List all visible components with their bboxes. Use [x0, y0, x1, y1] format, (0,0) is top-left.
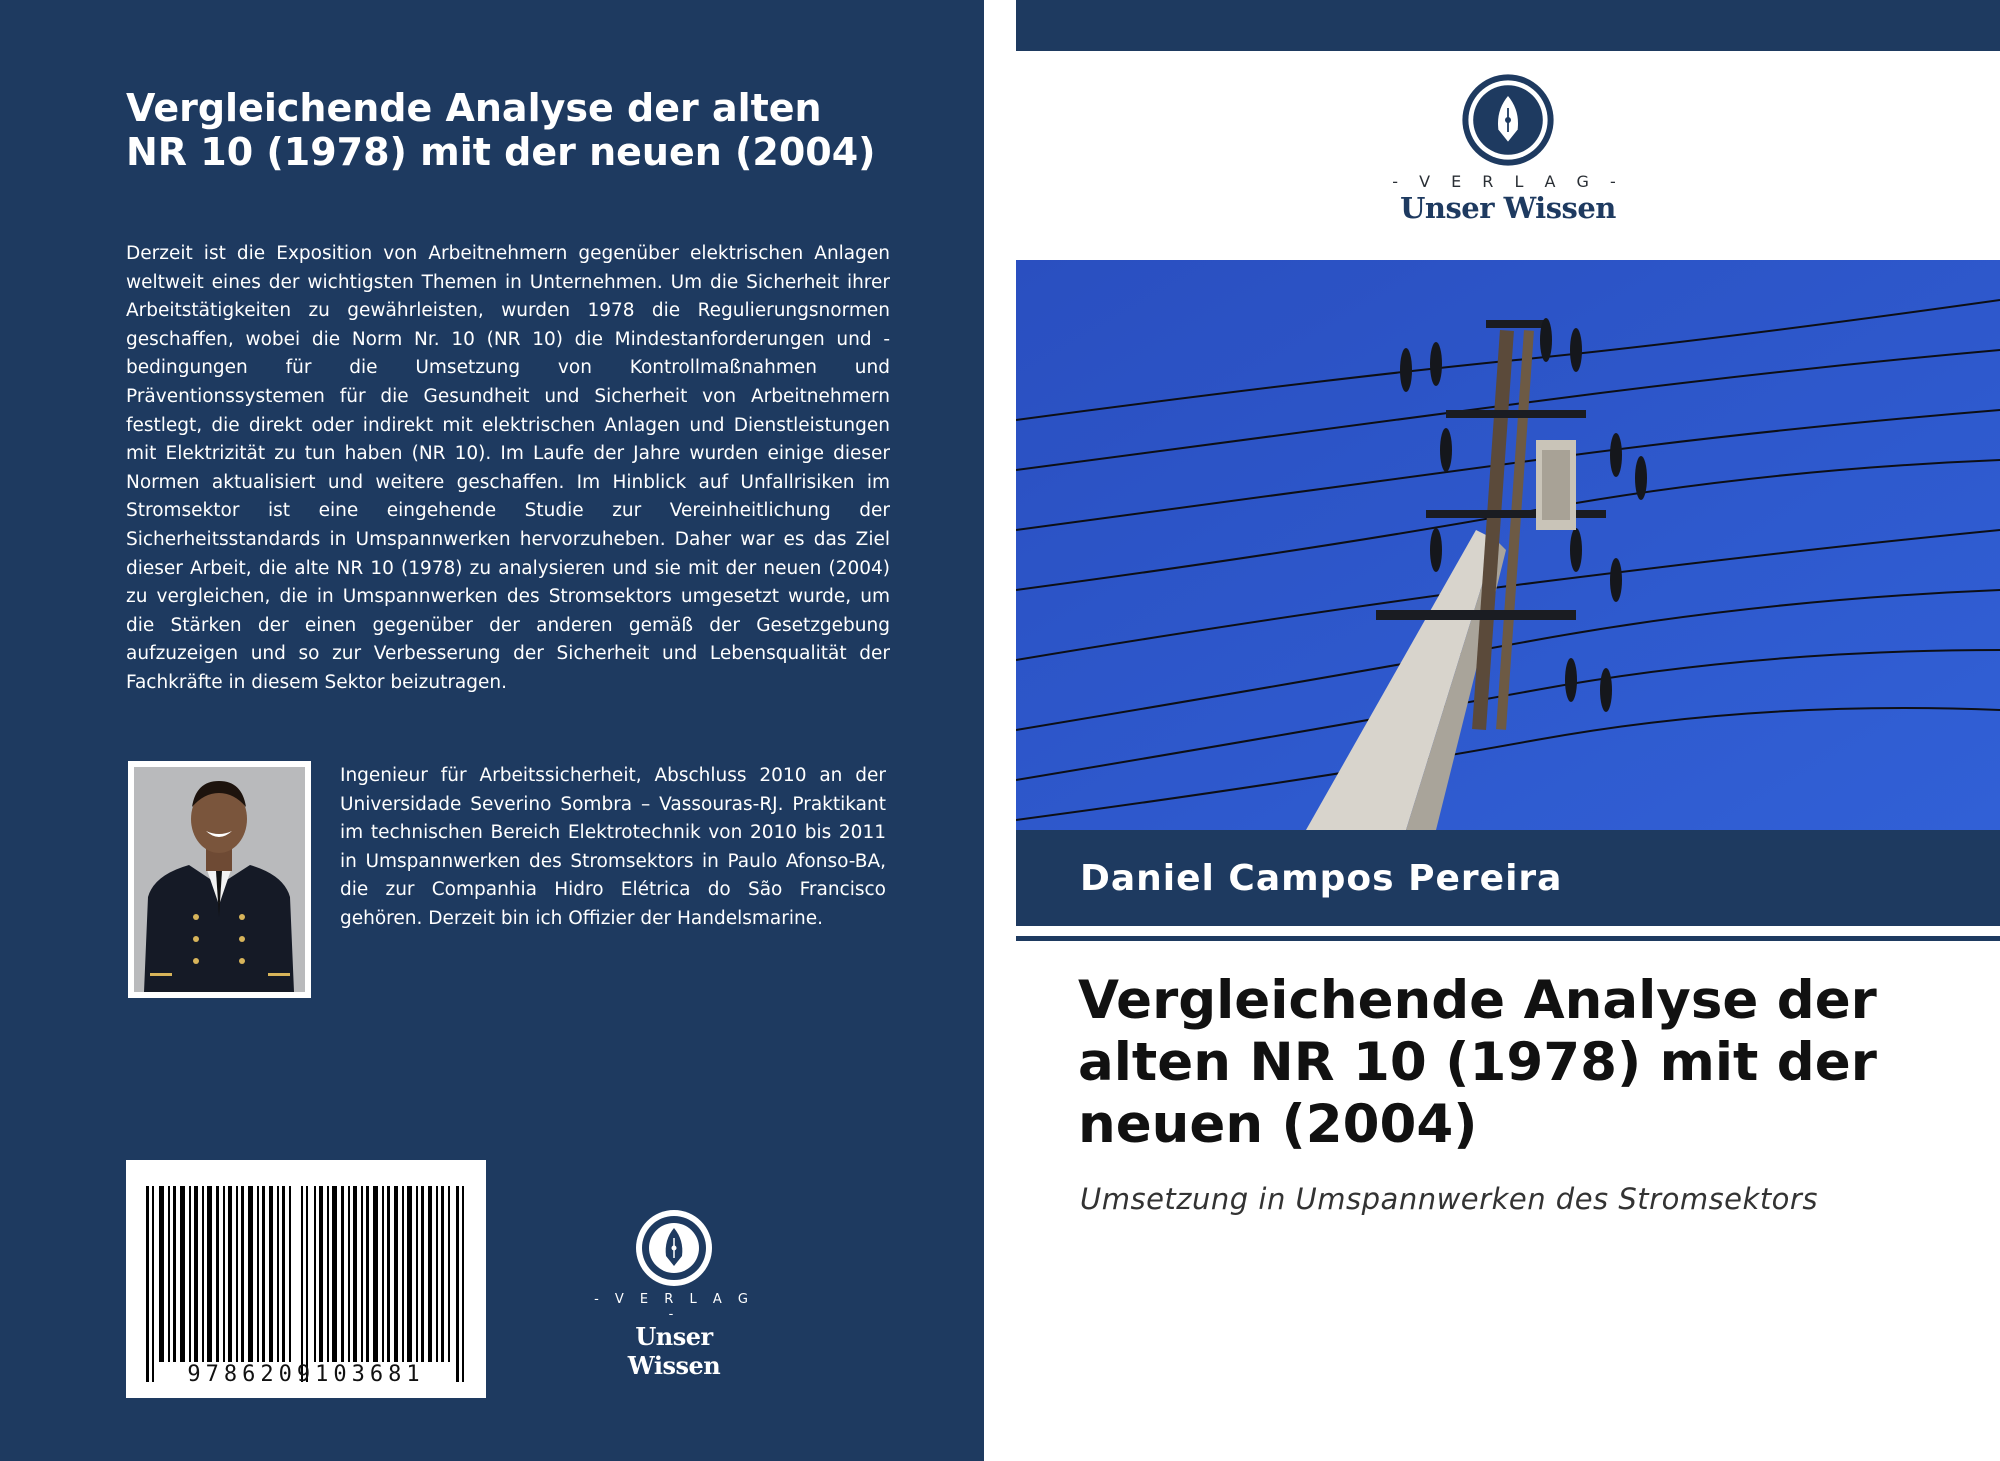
back-cover-blurb: Derzeit ist die Exposition von Arbeitnehmern gegenüber elektrischen Anlagen weltweit eines der wichtigsten Themen in Unternehmen. Um die Sicherheit ihrer Arbeitstätigkeiten zu gewährleisten, wurden 1978 die Regulierungsnormen geschaffen, wobei die Norm Nr. 10 (NR 10) die Mindestanforderungen und -bedingungen für die Umsetzung von Kontrollmaßnahmen und Präventionssystemen für die Gesundheit und Sicherheit von Arbeitnehmern festlegt, die direkt oder indirekt mit elektrischen Anlagen und Dienstleistungen mit Elektrizität zu tun haben (NR 10). Im Laufe der Jahre wurden einige dieser Normen aktualisiert und weitere geschaffen. Im Hinblick auf Unfallrisiken im Stromsektor ist eine eingehende Studie zur Vereinheitlichung der Sicherheitsstandards in Umspannwerken hervorzuheben. Daher war es das Ziel dieser Arbeit, die alte NR 10 (1978) zu analysieren und sie mit der neuen (2004) zu vergleichen, die in Umspannwerken des Stromsektors umgesetzt wurde, um die Stärken der einen gegenüber der anderen gemäß der Gesetzgebung aufzuzeigen und so zur Verbesserung der Sicherheit und Lebensqualität der Fachkräfte in diesem Sektor beizutragen. [126, 243, 890, 693]
verlag-label: - V E R L A G - [594, 1292, 754, 1322]
fountain-pen-nib-icon [634, 1208, 714, 1288]
front-cover-title: Vergleichende Analyse der alten NR 10 (1978) mit der neuen (2004) [1078, 970, 1877, 1155]
back-cover-title: Vergleichende Analyse der alten NR 10 (1978) mit der neuen (2004) [126, 86, 876, 174]
back-publisher-logo [586, 1208, 762, 1380]
front-publisher-logo [1376, 72, 1640, 225]
divider-rule [1016, 936, 2000, 941]
isbn-barcode [126, 1160, 486, 1398]
isbn-digits: 9786209103681 [187, 1362, 425, 1387]
front-author-name: Daniel Campos Pereira [1080, 858, 1563, 899]
publisher-name: Unser Wissen [1400, 191, 1616, 225]
front-cover [1016, 0, 2000, 1461]
back-cover [0, 0, 984, 1461]
front-cover-subtitle: Umsetzung in Umspannwerken des Stromsektors [1080, 1182, 1818, 1216]
verlag-label: - V E R L A G - [1392, 172, 1624, 191]
author-photo [128, 761, 311, 998]
cover-photo-power-pole [1016, 260, 2000, 830]
author-bio: Ingenieur für Arbeitssicherheit, Abschluss 2010 an der Universidade Severino Sombra – Vassouras-RJ. Praktikant im technischen Bereich Elektrotechnik von 2010 bis 2011 in Umspannwerken des Stromsektors in Paulo Afonso-BA, die zur Companhia Hidro Elétrica do São Francisco gehören. Derzeit bin ich Offizier der Handelsmarine. [340, 765, 886, 929]
front-top-bar [1016, 0, 2000, 51]
publisher-name: Unser Wissen [627, 1322, 721, 1380]
fountain-pen-nib-icon [1460, 72, 1556, 168]
